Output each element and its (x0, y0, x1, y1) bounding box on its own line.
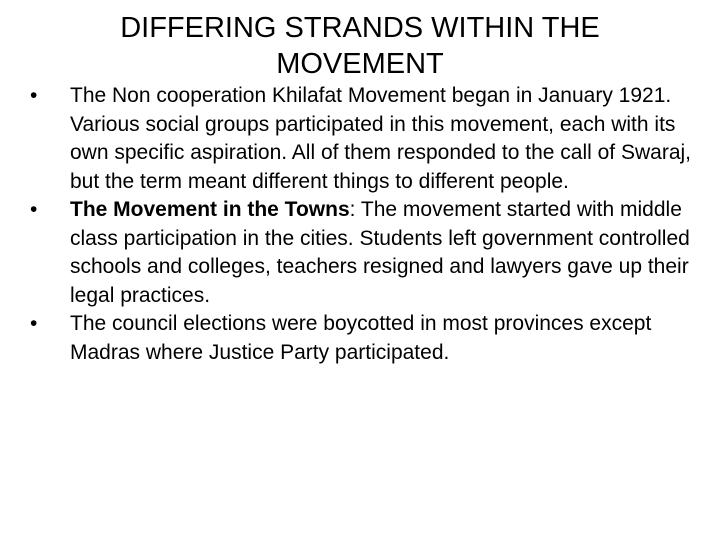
slide-title-line-2: MOVEMENT (276, 48, 444, 80)
bullet-dot-icon: • (30, 312, 38, 335)
bullet-dot-icon: • (30, 198, 38, 221)
bullet-text: The Non cooperation Khilafat Movement began in January 1921. Various social groups participated in this movement, each with its own specific aspiration. All of them responded to the call of Swaraj, but the term meant different things to different people. (70, 84, 691, 193)
bullet-item-2 (20, 196, 710, 310)
slide-title-line-1: DIFFERING STRANDS WITHIN THE (120, 12, 600, 44)
bullet-item-3 (20, 310, 710, 367)
bullet-list (20, 82, 710, 367)
bullet-text: : The movement started with middle class participation in the cities. Students left government controlled schools and colleges, teachers resigned and lawyers gave up their legal practices. (70, 198, 690, 307)
bullet-text: The council elections were boycotted in most provinces except Madras where Justice Party participated. (70, 312, 652, 364)
bullet-lead: The Movement in the Towns (70, 198, 350, 221)
bullet-item-1 (20, 82, 710, 196)
bullet-dot-icon: • (30, 84, 38, 107)
slide-title (30, 10, 690, 82)
